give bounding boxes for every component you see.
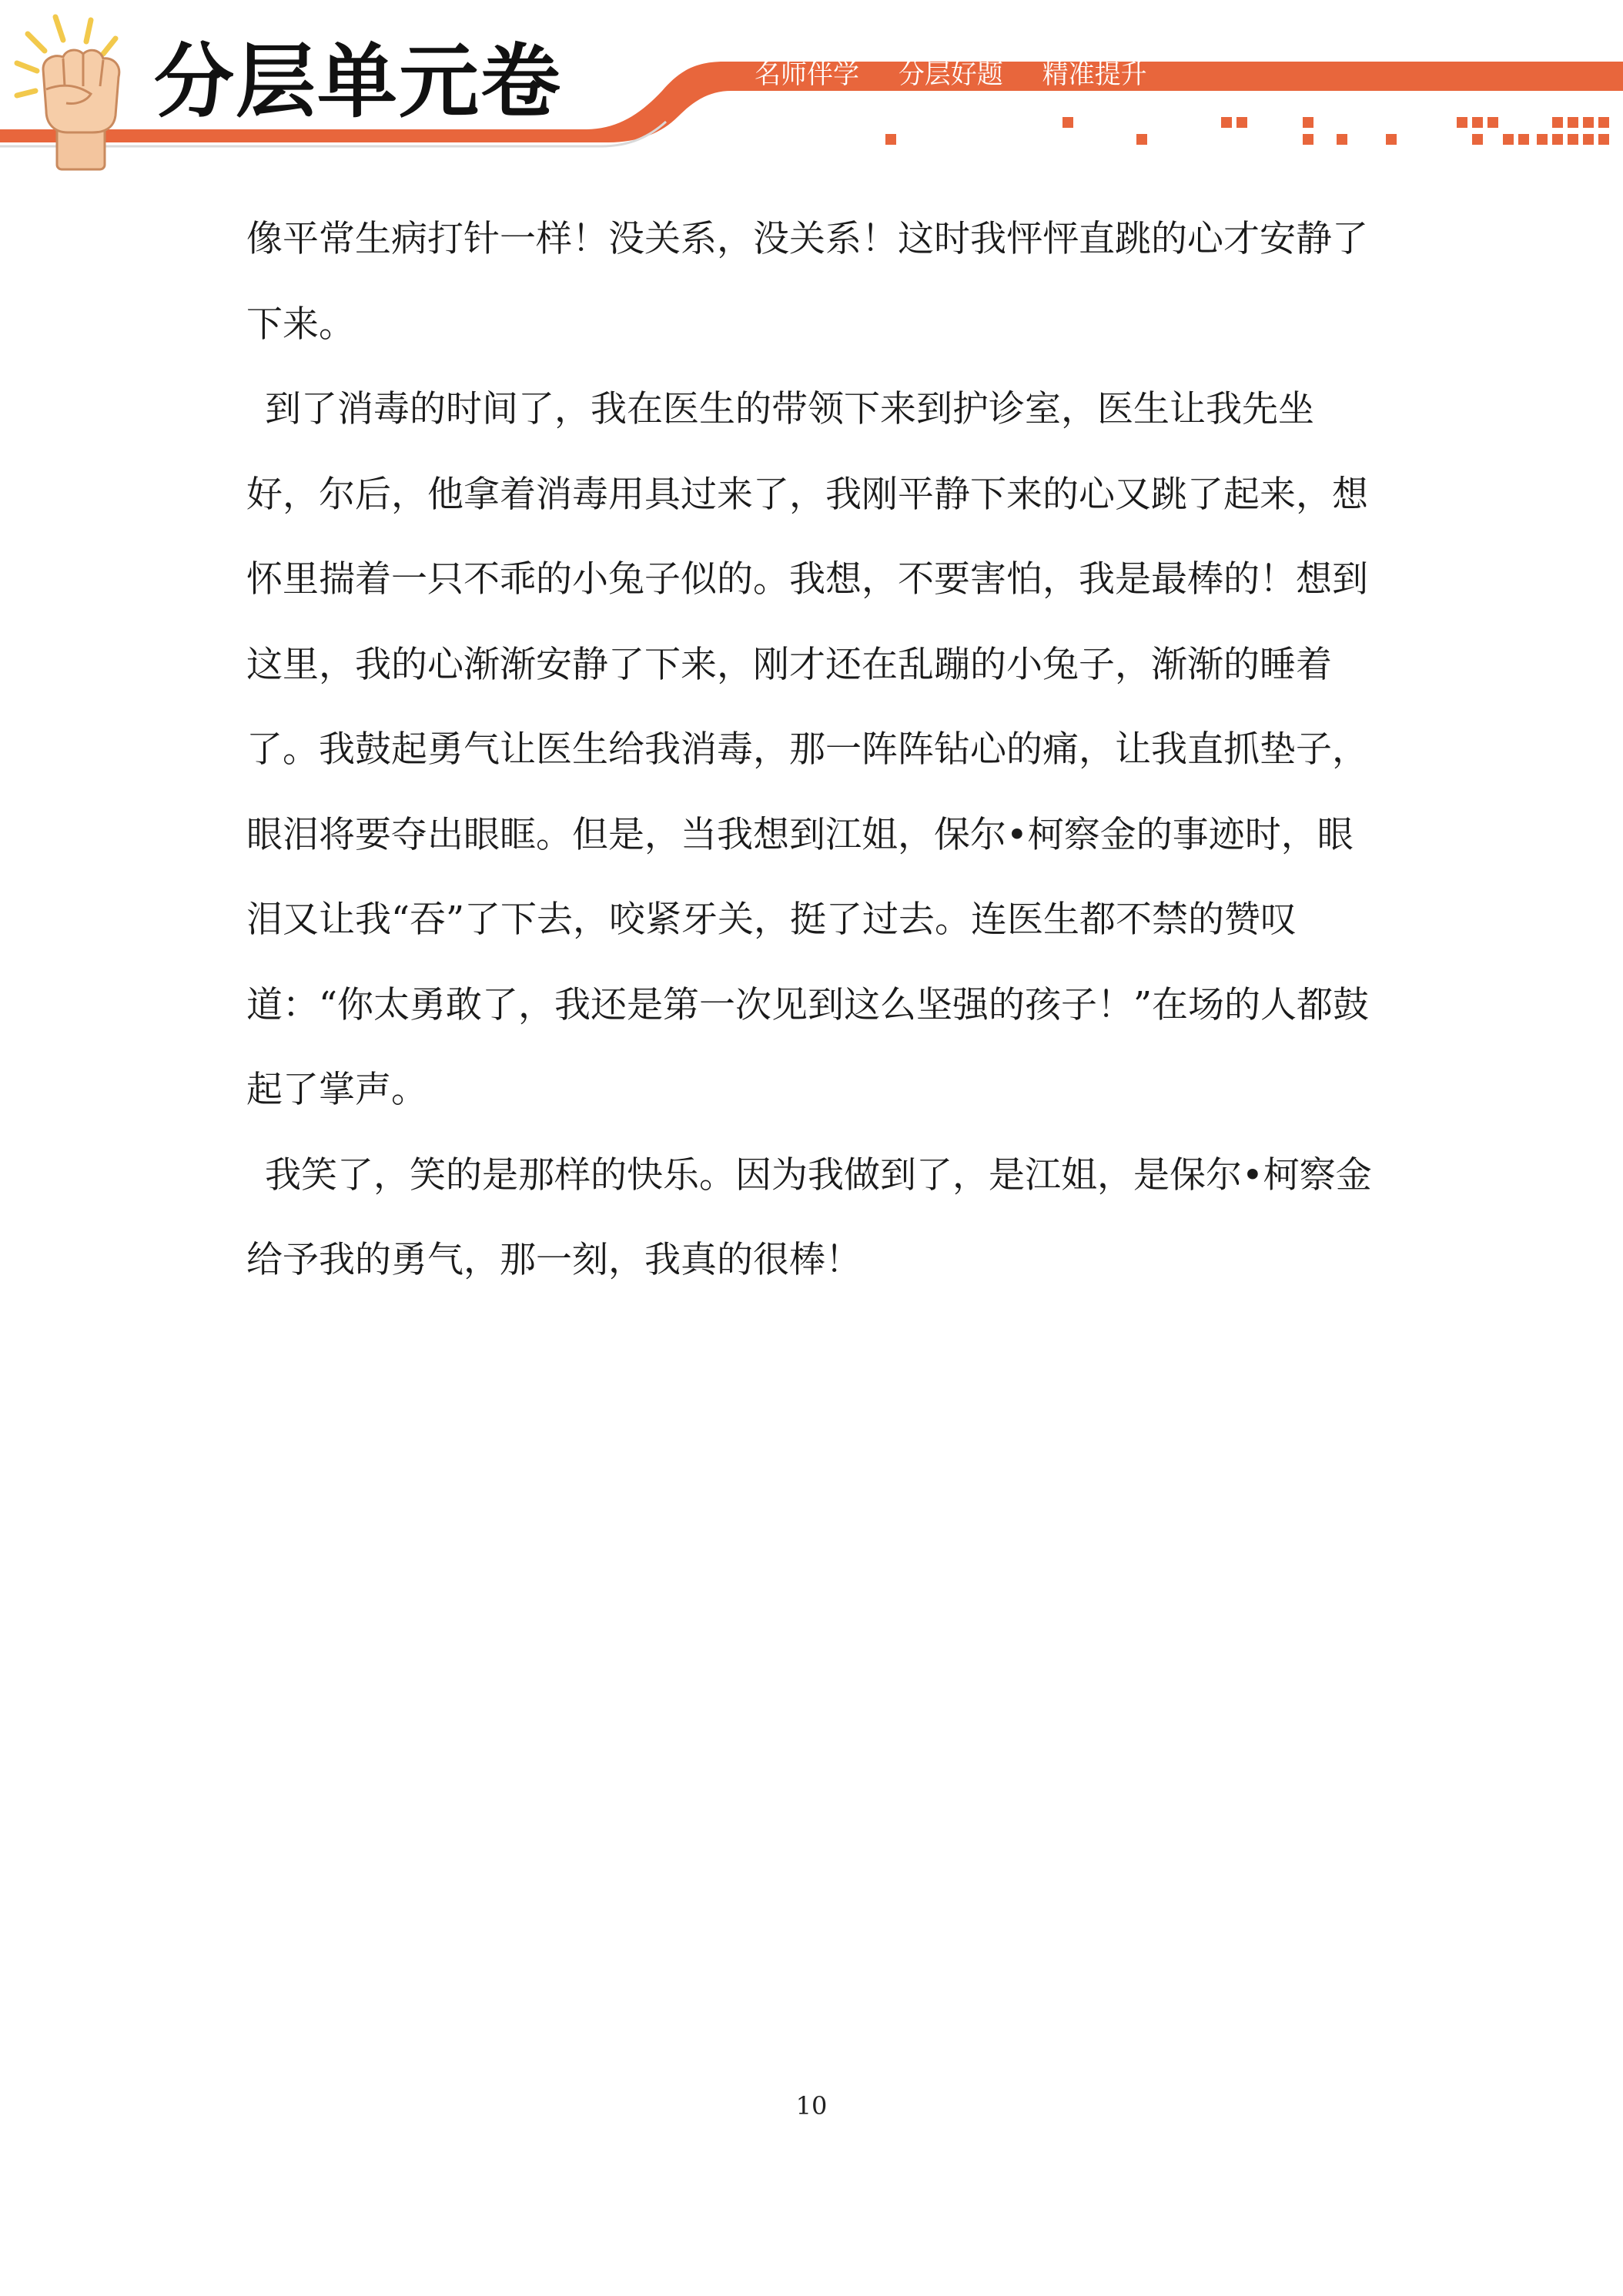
slogan-item: 名师伴学 <box>755 59 859 90</box>
paragraph: 到了消毒的时间了，我在医生的带领下来到护诊室，医生让我先坐好，尔后，他拿着消毒用具过来了，我刚平静下来的心又跳了起来，想怀里揣着一只不乖的小兔子似的。我想，不要害怕，我是最棒的！想到这里，我的心渐渐安静了下来，刚才还在乱蹦的小兔子，渐渐的睡着了。我鼓起勇气让医生给我消毒，那一阵阵钻心的痛，让我直抓垫子，眼泪将要夺出眼眶。但是，当我想到江姐，保尔•柯察金的事迹时，眼泪又让我“吞”了下去，咬紧牙关，挺了过去。连医生都不禁的赞叹道：“你太勇敢了，我还是第一次见到这么坚强的孩子！”在场的人都鼓起了掌声。 <box>246 388 1370 1111</box>
paragraph: 我笑了，笑的是那样的快乐。因为我做到了，是江姐，是保尔•柯察金给予我的勇气，那一刻，我真的很棒！ <box>246 1153 1372 1281</box>
paragraph: 像平常生病打针一样！没关系，没关系！这时我怦怦直跳的心才安静了下来。 <box>246 218 1368 346</box>
article-body <box>246 197 1378 1304</box>
header-slogan <box>755 59 1178 90</box>
slogan-item: 分层好题 <box>898 59 1003 90</box>
page-header <box>0 0 1623 177</box>
decorative-squares <box>885 117 1609 145</box>
slogan-item: 精准提升 <box>1042 59 1147 90</box>
page-number: 10 <box>795 2091 828 2120</box>
brand-title: 分层单元卷 <box>154 35 563 129</box>
